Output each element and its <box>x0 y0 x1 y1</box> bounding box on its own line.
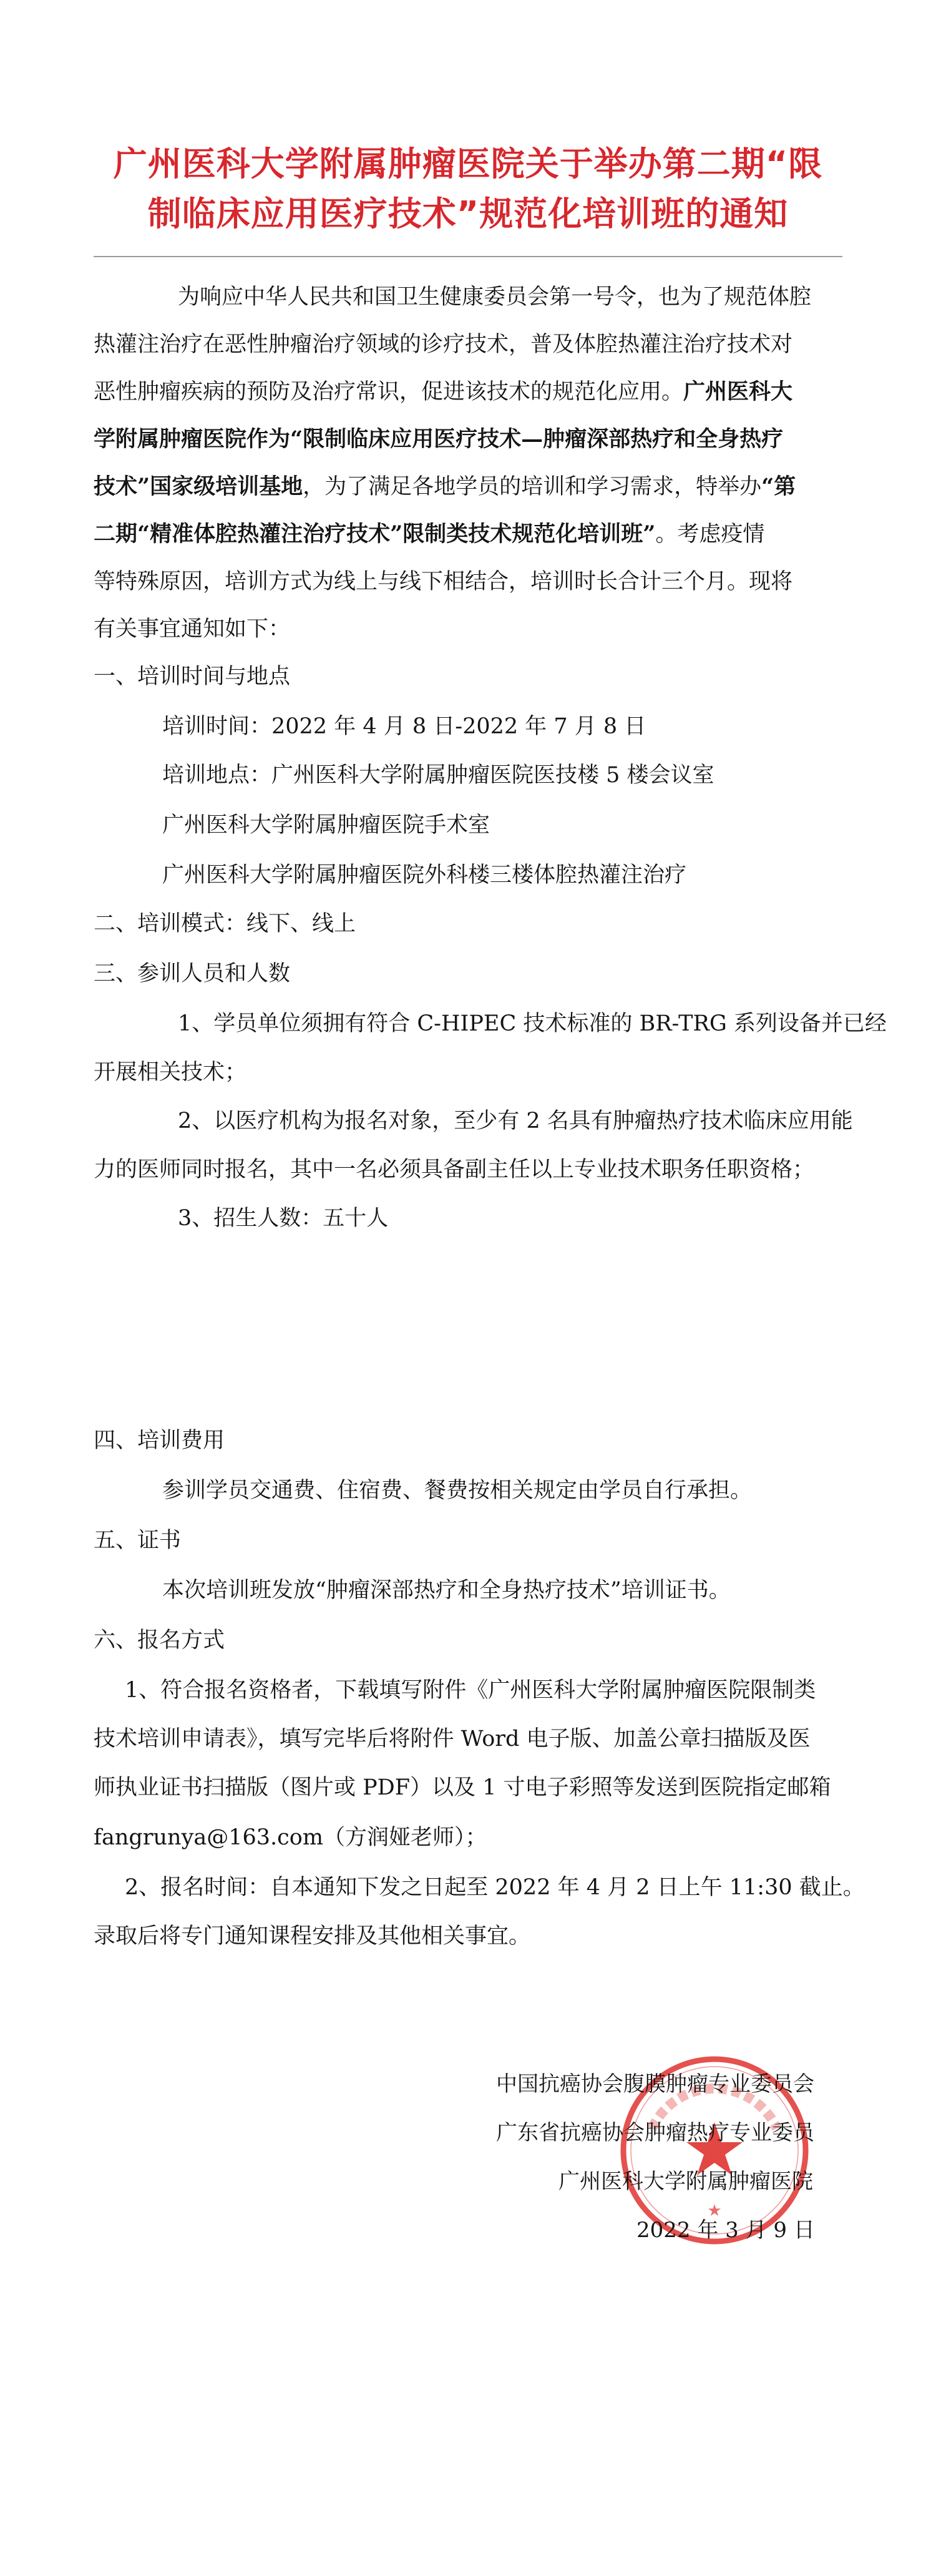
requirement-3: 3、招生人数：五十人 <box>178 1206 389 1231</box>
registration-2-line-2: 录取后将专门通知课程安排及其他相关事宜。 <box>94 1924 531 1949</box>
intro-line-5 <box>94 472 796 502</box>
fee-text: 参训学员交通费、住宿费、餐费按相关规定由学员自行承担。 <box>162 1478 753 1503</box>
training-time: 培训时间：2022 年 4 月 8 日-2022 年 7 月 8 日 <box>162 714 646 739</box>
certificate-text: 本次培训班发放“肿瘤深部热疗和全身热疗技术”培训证书。 <box>162 1578 731 1603</box>
registration-1-line-3: 师执业证书扫描版（图片或 PDF）以及 1 寸电子彩照等发送到医院指定邮箱 <box>94 1775 831 1800</box>
signature-date: 2022 年 3 月 9 日 <box>636 2218 815 2243</box>
training-place-2: 广州医科大学附属肿瘤医院手术室 <box>162 813 490 838</box>
training-place-3: 广州医科大学附属肿瘤医院外科楼三楼体腔热灌注治疗 <box>162 863 687 888</box>
intro-line-4: 学附属肿瘤医院作为“限制临床应用医疗技术—肿瘤深部热疗和全身热疗 <box>94 426 784 452</box>
section-1-heading: 一、培训时间与地点 <box>94 664 291 689</box>
intro-line-3 <box>94 377 792 407</box>
intro-line-3-bold: 广州医科大 <box>683 379 793 404</box>
title-divider <box>94 256 842 257</box>
seal-star-text: ★ <box>707 2201 722 2220</box>
requirement-1-line-1: 1、学员单位须拥有符合 C-HIPEC 技术标准的 BR-TRG 系列设备并已经 <box>178 1011 887 1036</box>
registration-1-line-2: 技术培训申请表》，填写完毕后将附件 Word 电子版、加盖公章扫描版及医 <box>94 1726 811 1751</box>
section-2-heading: 二、培训模式：线下、线上 <box>94 911 356 936</box>
requirement-2-line-1: 2、以医疗机构为报名对象，至少有 2 名具有肿瘤热疗技术临床应用能 <box>178 1109 853 1134</box>
notice-title-line-1: 广州医科大学附属肿瘤医院关于举办第二期“限 <box>113 144 823 184</box>
signature-org-1: 中国抗癌协会腹膜肿瘤专业委员会 <box>496 2072 814 2097</box>
signature-org-2: 广东省抗癌协会肿瘤热疗专业委员 <box>496 2120 814 2145</box>
registration-email: fangrunya@163.com（方润娅老师）； <box>94 1825 487 1850</box>
section-3-heading: 三、参训人员和人数 <box>94 961 291 986</box>
intro-line-6-bold: 二期“精准体腔热灌注治疗技术”限制类技术规范化培训班” <box>94 521 656 547</box>
section-5-heading: 五、证书 <box>94 1528 182 1553</box>
intro-line-1: 为响应中华人民共和国卫生健康委员会第一号令，也为了规范体腔 <box>178 285 812 310</box>
intro-line-5-text: ，为了满足各地学员的培训和学习需求，特举办 <box>303 474 762 499</box>
training-place-1: 培训地点：广州医科大学附属肿瘤医院医技楼 5 楼会议室 <box>162 763 714 788</box>
requirement-2-line-2: 力的医师同时报名，其中一名必须具备副主任以上专业技术职务任职资格； <box>94 1157 815 1182</box>
registration-2-line-1: 2、报名时间：自本通知下发之日起至 2022 年 4 月 2 日上午 11:30 截止。 <box>125 1875 865 1900</box>
intro-line-7: 等特殊原因，培训方式为线上与线下相结合，培训时长合计三个月。现将 <box>94 569 793 594</box>
intro-line-5-bold: 技术”国家级培训基地 <box>94 474 303 499</box>
signature-org-3: 广州医科大学附属肿瘤医院 <box>558 2169 813 2194</box>
intro-line-5-bold-end: “第 <box>761 474 796 499</box>
section-4-heading: 四、培训费用 <box>94 1428 225 1453</box>
intro-line-6 <box>94 519 764 549</box>
section-6-heading: 六、报名方式 <box>94 1628 225 1653</box>
intro-line-6-text: 。考虑疫情 <box>655 522 765 547</box>
notice-title-line-2: 制临床应用医疗技术”规范化培训班的通知 <box>147 194 789 233</box>
requirement-1-line-2: 开展相关技术； <box>94 1060 247 1085</box>
intro-line-3-text: 恶性肿瘤疾病的预防及治疗常识，促进该技术的规范化应用。 <box>94 380 684 404</box>
registration-1-line-1: 1、符合报名资格者，下载填写附件《广州医科大学附属肿瘤医院限制类 <box>125 1678 816 1703</box>
intro-line-2: 热灌注治疗在恶性肿瘤治疗领域的诊疗技术，普及体腔热灌注治疗技术对 <box>94 332 793 357</box>
intro-line-8: 有关事宜通知如下： <box>94 617 291 642</box>
